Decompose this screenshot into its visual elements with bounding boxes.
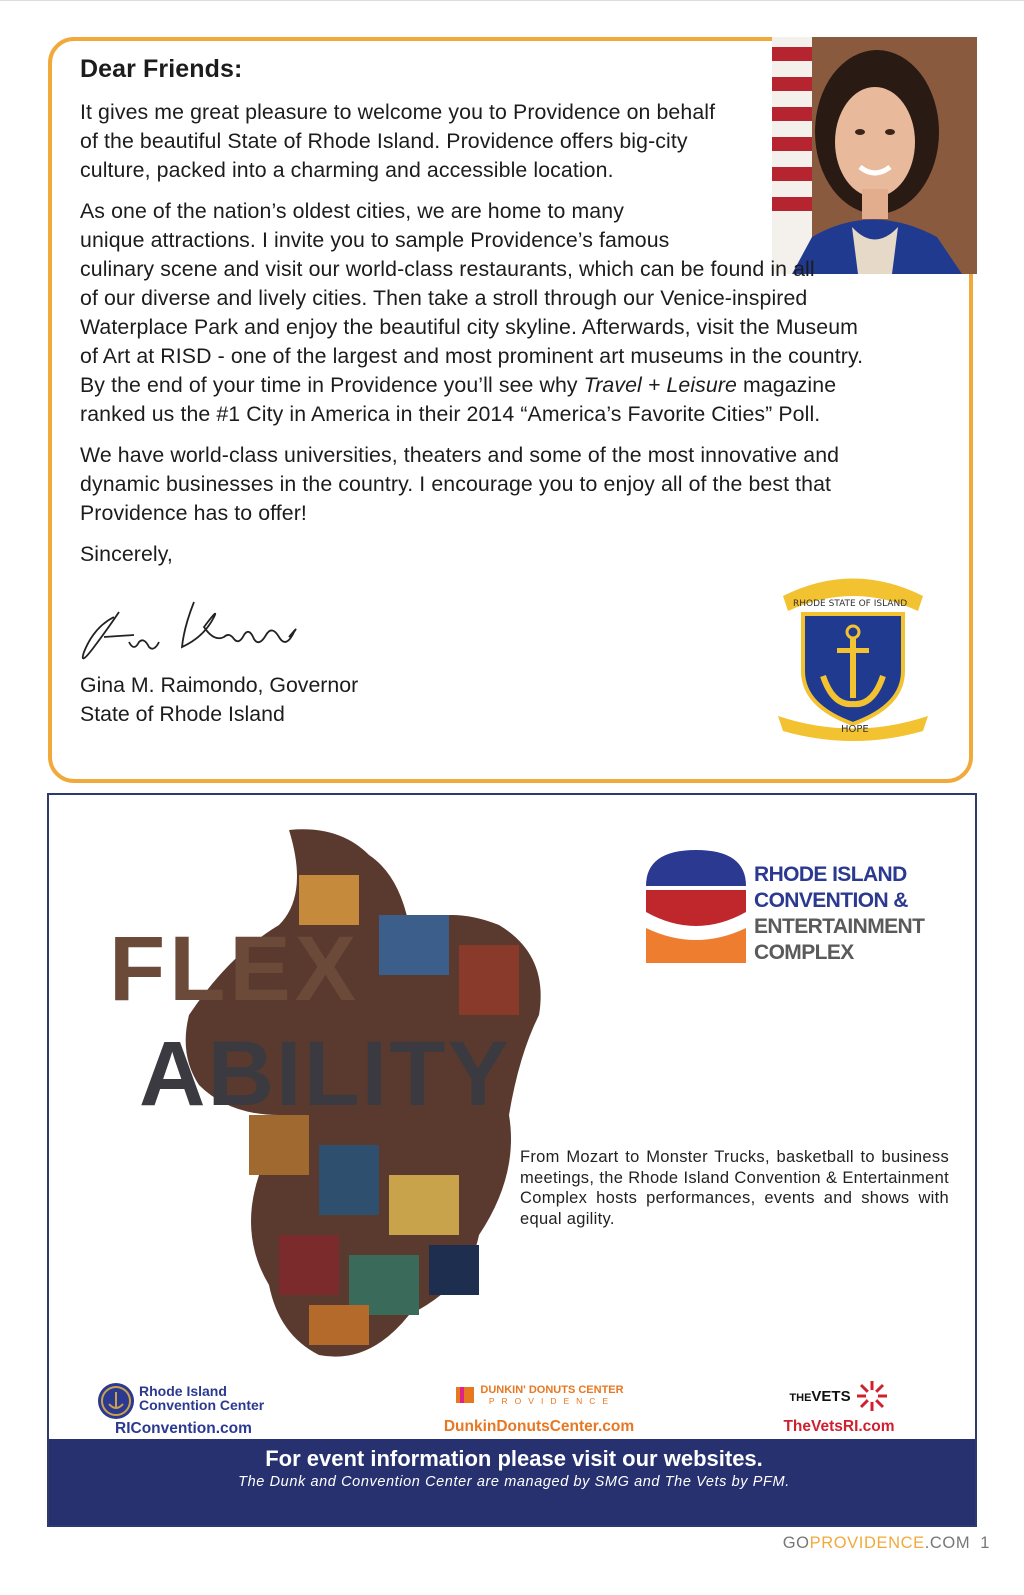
p2-line: ranked us the #1 City in America in their 2014 “America’s Favorite Cities” Poll. — [80, 402, 821, 426]
letter-paragraph-1: It gives me great pleasure to welcome you to Providence on behalf of the beautiful State of Rhode Island. Providence offers big-city culture, packed into a charming and accessible location. — [80, 100, 716, 182]
signer-name: Gina M. Raimondo, Governor — [80, 673, 359, 697]
letter-paragraph-3: We have world-class universities, theaters and some of the most innovative and dynamic businesses in the country. I encourage you to enjoy all of the best that Providence has to offer! — [80, 443, 840, 525]
signer-title: State of Rhode Island — [80, 702, 285, 726]
site-name-com: .COM — [924, 1534, 971, 1552]
riconvention-link[interactable]: RIConvention.com — [115, 1420, 252, 1437]
dunkin-logo — [429, 1382, 649, 1408]
venue-dunkin — [429, 1370, 649, 1450]
convention-center-ad — [47, 793, 977, 1527]
p2-line: magazine — [736, 373, 837, 397]
ad-description: From Mozart to Monster Trucks, basketball to business meetings, the Rhode Island Convention & Entertainment Complex hosts performances, events and shows with equal agility. — [520, 1148, 949, 1229]
venue-logos — [49, 1370, 977, 1450]
ad-footer-note: The Dunk and Convention Center are managed by SMG and The Vets by PFM. — [238, 1474, 790, 1490]
thevets-prefix: THE — [789, 1391, 812, 1404]
page-number: 1 — [980, 1534, 990, 1552]
rhode-island-state-seal — [763, 566, 943, 748]
p2-line: By the end of your time in Providence you’ll see why — [80, 373, 584, 397]
site-name-providence: PROVIDENCE — [809, 1534, 925, 1552]
dunkin-link[interactable]: DunkinDonutsCenter.com — [443, 1418, 635, 1435]
letter-paragraph-2 — [80, 197, 960, 429]
ricec-line: ENTERTAINMENT — [754, 915, 925, 938]
rcc-seal-icon — [97, 1382, 135, 1420]
letter-greeting: Dear Friends: — [80, 55, 243, 83]
p2-line: of Art at RISD - one of the largest and most prominent art museums in the country. — [80, 344, 864, 368]
thevets-link[interactable]: TheVetsRI.com — [783, 1418, 895, 1435]
p2-line: Waterplace Park and enjoy the beautiful city skyline. Afterwards, visit the Museum — [80, 315, 858, 339]
venue-thevets — [769, 1370, 909, 1450]
ricec-logo — [646, 850, 946, 970]
ricec-line: RHODE ISLAND — [754, 863, 907, 886]
dunkin-cup-icon — [454, 1384, 476, 1406]
p2-line: unique attractions. I invite you to sample Providence’s famous — [80, 228, 670, 252]
ricec-logo-text — [754, 862, 924, 966]
ad-footer-bar — [49, 1439, 977, 1527]
governor-signature — [74, 597, 314, 677]
thevets-name: VETS — [811, 1387, 851, 1405]
venue-riconvention — [97, 1370, 317, 1450]
site-name-go: GO — [782, 1534, 810, 1552]
letter-closing: Sincerely, — [80, 542, 173, 566]
p2-line: culinary scene and visit our world-class restaurants, which can be found in all — [80, 257, 815, 281]
dunkin-logo-sub: PROVIDENCE — [488, 1395, 616, 1406]
page-top-rule — [0, 0, 1024, 1]
ricec-logo-mark — [646, 850, 746, 965]
ad-headline-flex: FLEX — [109, 918, 361, 1020]
page-footer — [783, 1534, 990, 1553]
dunkin-logo-name: DUNKIN' DONUTS CENTER — [480, 1383, 624, 1396]
rcc-line: Convention Center — [139, 1397, 265, 1413]
rcc-logo-text — [139, 1384, 264, 1412]
p2-line: of our diverse and lively cities. Then take a stroll through our Venice-inspired — [80, 286, 808, 310]
seal-text-top: RHODE STATE OF ISLAND — [793, 599, 908, 609]
rcc-line: Rhode Island — [139, 1383, 227, 1399]
seal-text-bottom: HOPE — [841, 724, 869, 735]
ricec-line: CONVENTION & — [754, 889, 908, 912]
ad-headline-ability: ABILITY — [139, 1023, 511, 1125]
p2-line: As one of the nation’s oldest cities, we are home to many — [80, 199, 624, 223]
signer-block — [80, 671, 358, 729]
rhode-island-collage-art — [79, 815, 679, 1395]
thevets-logo — [769, 1380, 909, 1412]
magazine-title: Travel + Leisure — [583, 373, 737, 397]
letter-body — [80, 52, 960, 581]
starburst-icon — [855, 1379, 889, 1413]
ad-footer-headline: For event information please visit our websites. — [265, 1446, 763, 1471]
ricec-line: COMPLEX — [754, 941, 854, 964]
